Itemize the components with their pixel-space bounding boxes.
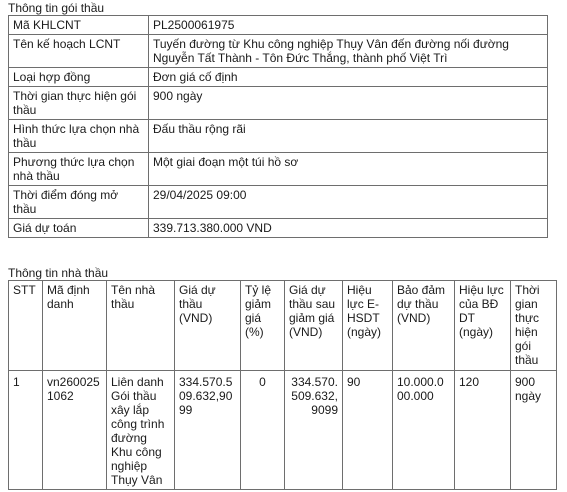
cell-bid-price: 334.570.509.632,9099 (175, 371, 241, 490)
row-value: 339.713.380.000 VND (149, 219, 548, 238)
package-row-contract-type (9, 68, 548, 87)
package-row-selection-method (9, 153, 548, 186)
col-header-name: Tên nhà thầu (107, 281, 175, 371)
row-label: Thời điểm đóng mở thầu (9, 186, 149, 219)
row-label: Phương thức lựa chọn nhà thầu (9, 153, 149, 186)
col-header-discount: Tỷ lệ giảm giá (%) (241, 281, 285, 371)
contractor-section-title: Thông tin nhà thầu (8, 266, 109, 280)
table-row (9, 371, 557, 490)
cell-id: vn2600251062 (43, 371, 107, 490)
col-header-price-after-discount: Giá dự thầu sau giảm giá (VND) (285, 281, 343, 371)
col-header-bid-price: Giá dự thầu (VND) (175, 281, 241, 371)
package-row-bid-closing (9, 186, 548, 219)
col-header-id: Mã định danh (43, 281, 107, 371)
row-label: Giá dự toán (9, 219, 149, 238)
row-value: Một giai đoạn một túi hồ sơ (149, 153, 548, 186)
package-row-plan-code (9, 16, 548, 35)
col-header-stt: STT (9, 281, 43, 371)
row-label: Mã KHLCNT (9, 16, 149, 35)
cell-security-validity: 120 (455, 371, 511, 490)
col-header-security-validity: Hiệu lực của BĐ DT (ngày) (455, 281, 511, 371)
col-header-duration: Thời gian thực hiện gói thầu (511, 281, 557, 371)
contractor-info-table (8, 280, 557, 490)
row-value: PL2500061975 (149, 16, 548, 35)
cell-price-after-discount: 334.570.509.632,9099 (285, 371, 343, 490)
col-header-ehsdt-validity: Hiệu lực E-HSDT (ngày) (343, 281, 393, 371)
package-row-selection-form (9, 120, 548, 153)
row-label: Thời gian thực hiện gói thầu (9, 87, 149, 120)
row-value: 900 ngày (149, 87, 548, 120)
cell-discount: 0 (241, 371, 285, 490)
col-header-bid-security: Bảo đảm dự thầu (VND) (393, 281, 455, 371)
row-value: Đơn giá cố định (149, 68, 548, 87)
package-row-plan-name (9, 35, 548, 68)
cell-ehsdt-validity: 90 (343, 371, 393, 490)
package-info-table (8, 15, 548, 238)
row-value: 29/04/2025 09:00 (149, 186, 548, 219)
cell-duration: 900 ngày (511, 371, 557, 490)
cell-bid-security: 10.000.000.000 (393, 371, 455, 490)
row-label: Tên kế hoạch LCNT (9, 35, 149, 68)
package-section-title: Thông tin gói thầu (8, 1, 105, 15)
row-value: Đấu thầu rộng rãi (149, 120, 548, 153)
row-label: Loại hợp đồng (9, 68, 149, 87)
package-row-estimate (9, 219, 548, 238)
package-row-duration (9, 87, 548, 120)
row-value: Tuyến đường từ Khu công nghiệp Thụy Vân đến đường nối đường Nguyễn Tất Thành - Tôn Đức Thắng, thành phố Việt Trì (149, 35, 548, 68)
cell-name: Liên danh Gói thầu xây lắp công trình đường Khu công nghiệp Thụy Vân (107, 371, 175, 490)
contractor-header-row (9, 281, 557, 371)
row-label: Hình thức lựa chọn nhà thầu (9, 120, 149, 153)
cell-stt: 1 (9, 371, 43, 490)
